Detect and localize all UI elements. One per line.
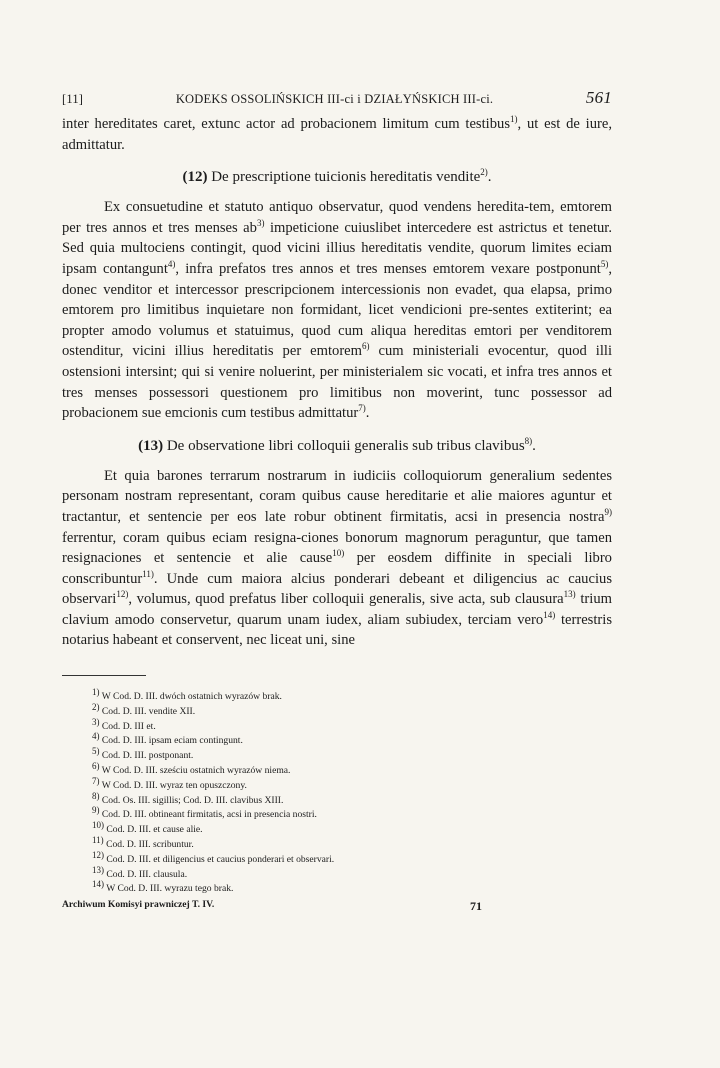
footnote-mark: 12) [92, 849, 104, 860]
section-12-heading [62, 167, 612, 187]
footnote [92, 701, 612, 720]
footnote [92, 686, 612, 705]
text-run: impeticione cuiuslibet intercedere est astrictus et tenetur. Sed quia multociens contingit, quod vicini illius hereditatis vendite, quorum limites eciam ipsam contangunt [62, 219, 613, 277]
footnote-mark: 8) [92, 790, 100, 801]
footnote-ref: 1) [510, 114, 518, 125]
footnote-ref: 14) [543, 610, 556, 621]
footnote-text: Cod. D. III. scribuntur. [106, 839, 194, 851]
footnote-ref: 2) [480, 167, 488, 178]
footnote [92, 805, 612, 823]
footnote-text: Cod. D. III et. [101, 720, 156, 732]
footnote-ref: 10) [332, 548, 345, 559]
footnote [92, 731, 612, 749]
footnote-ref: 11) [142, 568, 154, 579]
footnote-ref: 5) [600, 259, 609, 270]
page-number: 561 [585, 88, 612, 107]
page [62, 88, 612, 914]
section-number: (13) [138, 437, 164, 454]
footnote [92, 820, 612, 838]
footnote-ref: 9) [604, 507, 612, 518]
text-run: , donec venditor et intercessor prescripcionem intercessionis non evadet, qua elapsa, primo emtorem pro limitibus inquietare non formidant, licet vendicioni pre-sentes extiterint; ea propter amodo volumus et statuimus, quod cum aliqua hereditas emtori per venditorem ostenditur, vicini illius hereditatis per emtorem [62, 260, 612, 360]
footnote-mark: 2) [92, 701, 100, 712]
footnote-mark: 10) [92, 820, 104, 831]
footnote-text: Cod. D. III. vendite XII. [101, 705, 196, 717]
footnote-mark: 4) [92, 731, 100, 742]
section-12-paragraph [62, 197, 612, 424]
text-run: trium clavium amodo conservetur, quarum unam iudex, aliam subiudex, terciam vero [62, 591, 612, 628]
footnote-ref: 3) [256, 217, 265, 228]
footnote-text: Cod. D. III. et cause alie. [106, 824, 203, 836]
text-run: ferrentur, coram quibus eciam resigna-ciones bonorum magnorum peraguntur, que tamen resignaciones et sentencie et alie cause [62, 529, 612, 567]
footnote-mark: 13) [92, 864, 104, 875]
footnote-text: Cod. Os. III. sigillis; Cod. D. III. clavibus XIII. [101, 794, 284, 806]
text-run: Et quia barones terrarum nostrarum in iudiciis colloquiorum generalium sedentes personam nostram representant, coram quibus cause hereditarie et alie maiores aguntur et tractantur, et sentencie per eos late robur obtinent firmitatis, acsi in presencia nostra [62, 467, 612, 525]
footnote-mark: 14) [92, 879, 104, 890]
footnote-ref: 6) [362, 341, 370, 352]
footnote-mark: 9) [92, 805, 100, 816]
header-title: KODEKS OSSOLIŃSKICH III-ci i DZIAŁYŃSKICH III-ci. [175, 92, 494, 106]
footnote-divider [62, 675, 146, 676]
footnote-mark: 1) [92, 686, 100, 697]
text-run: . [365, 405, 370, 422]
footnote-text: Cod. D. III. postponant. [101, 750, 194, 762]
text-run: , volumus, quod prefatus liber colloquii generalis, sive acta, sub clausura [128, 591, 564, 608]
footnote [92, 746, 612, 764]
footnote-mark: 6) [92, 760, 100, 771]
footnote-ref: 8) [524, 435, 533, 446]
footnote-text: Cod. D. III. ipsam eciam contingunt. [101, 735, 243, 747]
footnote [92, 879, 612, 897]
section-number: (12) [182, 169, 208, 186]
header-section-mark: [11] [62, 92, 84, 106]
footnote [92, 834, 612, 853]
text-run: Ex consuetudine et statuto antiquo observatur, quod vendens heredita-tem, emtorem per tres annos et tres menses ab [62, 199, 612, 236]
footer-publication: Archiwum Komisyi prawniczej T. IV. [62, 899, 215, 911]
footnote-mark: 5) [92, 746, 100, 757]
main-text [62, 114, 612, 651]
section-13-heading [62, 436, 612, 456]
text-run: cum ministeriali evocentur, quod illi ostensioni intersint; qui si venire noluerint, per ministerialem sic vocati, et infra tres annos et tres menses possessori questionem pro limitibus non moverint, tunc possessor ad probacionem sue emcionis cum testibus admittatur [62, 343, 612, 422]
footnote-ref: 4) [167, 259, 176, 270]
intro-text-1: inter hereditates caret, extunc actor ad probacionem limitum cum testibus [62, 116, 510, 132]
intro-paragraph [62, 114, 612, 155]
footnote-mark: 7) [92, 775, 100, 786]
footnote-text: Cod. D. III. clausula. [106, 868, 188, 880]
footnote-text: Cod. D. III. obtineant firmitatis, acsi in presencia nostri. [101, 809, 317, 821]
footnote-ref: 7) [358, 403, 366, 414]
footnote-text: W Cod. D. III. wyraz ten opuszczony. [101, 779, 247, 791]
footnote-text: Cod. D. III. et diligencius et caucius ponderari et observari. [106, 853, 335, 865]
title-punct: . [532, 437, 536, 454]
footnotes-list [92, 686, 612, 897]
section-title: De prescriptione tuicionis hereditatis vendite [211, 169, 481, 186]
title-punct: . [487, 169, 492, 186]
footnote [92, 760, 612, 779]
footnote [92, 849, 612, 868]
footnote [92, 716, 612, 735]
footnote-text: W Cod. D. III. dwóch ostatnich wyrazów brak. [101, 691, 282, 703]
intro-punct: , [517, 116, 522, 132]
page-footer [62, 899, 482, 914]
section-13-paragraph [62, 466, 612, 651]
footnote-ref: 13) [563, 589, 576, 600]
text-run: . Unde cum maiora alcius ponderari debeant et diligencius ac caucius observari [62, 570, 612, 608]
signature-number: 71 [470, 899, 482, 914]
footnote-ref: 12) [116, 589, 129, 600]
text-run: per eosdem diffinite in speciali libro conscribuntur [62, 550, 612, 587]
footnote-mark: 11) [92, 834, 104, 845]
section-title: De observatione libri colloquii generalis sub tribus clavibus [166, 437, 525, 454]
footnote [92, 775, 612, 794]
footnote-text: W Cod. D. III. wyrazu tego brak. [106, 883, 234, 895]
footnote [92, 790, 612, 809]
footnote-mark: 3) [92, 716, 100, 727]
text-run: , infra prefatos tres annos et tres menses emtorem vexare postponunt [175, 260, 601, 277]
running-header [62, 88, 612, 114]
intro-text-2: ut est de iure, admittatur. [62, 116, 612, 153]
footnote-text: W Cod. D. III. sześciu ostatnich wyrazów niema. [101, 765, 291, 777]
footnote [92, 864, 612, 883]
text-run: terrestris notarius habeant et conservent, nec liceat uni, sine [62, 611, 613, 649]
